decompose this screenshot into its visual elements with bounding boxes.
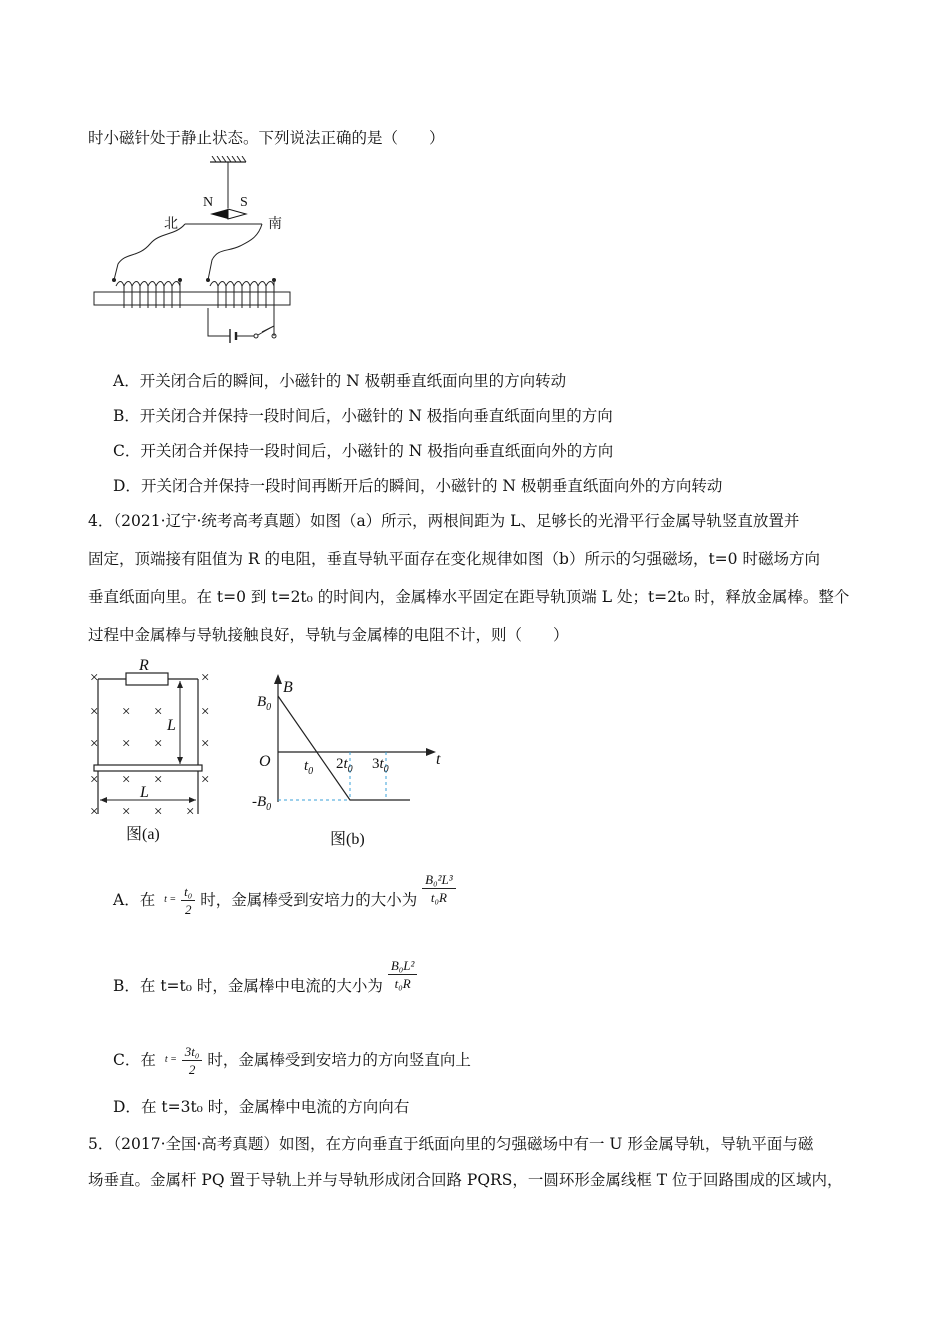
side-label: L: [167, 717, 176, 734]
cross: ×: [122, 772, 131, 788]
cross: ×: [90, 772, 99, 788]
cross: ×: [122, 804, 131, 820]
q3-figure-compass-coil: [90, 156, 300, 346]
cross: ×: [201, 670, 210, 686]
bottom-label: L: [140, 784, 149, 801]
cross: ×: [154, 804, 163, 820]
origin-label: O: [259, 753, 271, 770]
q3-option-b[interactable]: B．开关闭合并保持一段时间后，小磁针的 N 极指向垂直纸面向里的方向: [113, 407, 613, 425]
cross: ×: [154, 772, 163, 788]
needle-north: [210, 209, 228, 219]
fig-a-caption: 图(a): [126, 826, 160, 843]
q5-line-2: 场垂直。金属杆 PQ 置于导轨上并与导轨形成闭合回路 PQRS，一圆环形金属线框 T 位于回路围成的区域内，: [88, 1171, 843, 1189]
q4-line-4: 过程中金属棒与导轨接触良好，导轨与金属棒的电阻不计，则（ ）: [88, 626, 569, 644]
neg-b0-label: $-B_0$: [252, 794, 272, 813]
pole-n-label: N: [203, 195, 214, 210]
b-curve: [278, 696, 410, 800]
fig-b-caption: 图(b): [330, 831, 365, 848]
q5-line-1: 5．（2017·全国·高考真题）如图，在方向垂直于纸面向里的匀强磁场中有一 U 形金属导轨，导轨平面与磁: [88, 1135, 814, 1153]
q4-figure-a: [88, 654, 218, 849]
resistor-symbol: [126, 673, 168, 685]
metal-rod: [94, 765, 202, 771]
cross: ×: [201, 772, 210, 788]
q3-option-a[interactable]: A．开关闭合后的瞬间，小磁针的 N 极朝垂直纸面向里的方向转动: [113, 372, 567, 390]
south-label: 南: [268, 217, 282, 232]
q3-stem-tail: 时小磁针处于静止状态。下列说法正确的是（ ）: [88, 129, 445, 147]
x-axis-label: t: [436, 751, 441, 768]
cross: ×: [90, 804, 99, 820]
q4-line-3: 垂直纸面向里。在 t=0 到 t=2t₀ 的时间内，金属棒水平固定在距导轨顶端 L 处；t=2t₀ 时，释放金属棒。整个: [88, 588, 850, 606]
cross: ×: [90, 736, 99, 752]
north-label: 北: [164, 217, 178, 232]
q4-figure-b: [250, 672, 450, 852]
cross: ×: [154, 736, 163, 752]
q4-option-a[interactable]: A．在 $^{t =}$ $\frac{\text{t₀}}{2}$ 时，金属棒受到安培力的大小为 $\frac{\text{B₀²L³}}{\text{t₀R}}$: [113, 880, 456, 920]
q4-option-c[interactable]: C．在 $^{t =}$ $\frac{\text{3t₀}}{2}$ 时，金属棒受到安培力的方向竖直向上: [113, 1043, 471, 1077]
q3-option-d[interactable]: D．开关闭合并保持一段时间再断开后的瞬间，小磁针的 N 极朝垂直纸面向外的方向转动: [113, 477, 723, 495]
y-axis-label: B: [283, 679, 293, 696]
b0-label: $B_0$: [257, 694, 272, 713]
cross: ×: [154, 704, 163, 720]
tick-3t0: $3t_0$: [372, 756, 389, 775]
q4-option-d[interactable]: D．在 t=3t₀ 时，金属棒中电流的方向向右: [113, 1098, 410, 1116]
cross: ×: [90, 704, 99, 720]
cross: ×: [201, 736, 210, 752]
resistor-label: R: [139, 657, 149, 674]
needle-south: [228, 209, 246, 219]
cross: ×: [122, 736, 131, 752]
tick-t0: $t_0$: [304, 758, 314, 777]
q4-option-b[interactable]: B．在 t=t₀ 时，金属棒中电流的大小为 $\frac{\text{B₀L²}}{\text{t₀R}}$: [113, 966, 417, 1006]
q4-line-1: 4．（2021·辽宁·统考高考真题）如图（a）所示，两根间距为 L、足够长的光滑平行金属导轨竖直放置并: [88, 512, 800, 530]
field-crosses: [90, 670, 209, 820]
pole-s-label: S: [240, 195, 248, 210]
cross: ×: [90, 670, 99, 686]
cross: ×: [122, 704, 131, 720]
q4-line-2: 固定，顶端接有阻值为 R 的电阻，垂直导轨平面存在变化规律如图（b）所示的匀强磁场，t=0 时磁场方向: [88, 550, 820, 568]
q3-option-c[interactable]: C．开关闭合并保持一段时间后，小磁针的 N 极指向垂直纸面向外的方向: [113, 442, 614, 460]
cross: ×: [186, 804, 195, 820]
tick-2t0: $2t_0$: [336, 756, 353, 775]
cross: ×: [201, 704, 210, 720]
